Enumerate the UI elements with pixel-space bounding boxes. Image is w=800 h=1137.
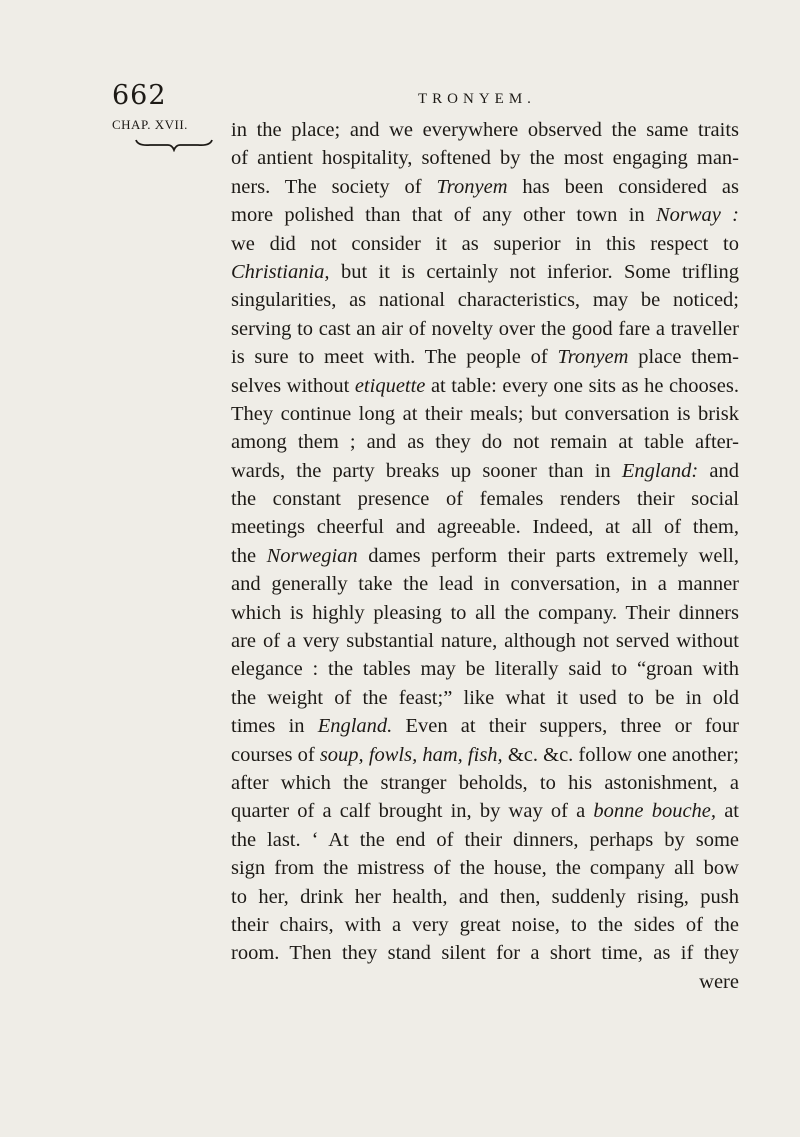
text-segment: dames perform their parts extremely well, (357, 544, 739, 567)
text-segment: elegance : the tables may be literally said to “groan with (231, 658, 739, 681)
text-segment: after which the stranger beholds, to his astonishment, a (231, 771, 739, 794)
text-line (231, 826, 739, 854)
italic-text: Christiania, (231, 260, 330, 283)
text-segment: which is highly pleasing to all the company. Their dinners (231, 601, 739, 624)
text-segment: more polished than that of any other town in (231, 204, 656, 227)
text-segment: we did not consider it as superior in this respect to (231, 232, 739, 255)
text-line (231, 428, 739, 456)
text-segment: Even at their suppers, three or four (392, 715, 739, 738)
text-segment: at (716, 800, 740, 823)
text-segment: wards, the party breaks up sooner than in (231, 459, 622, 482)
text-line (231, 400, 739, 428)
text-segment: &c. &c. follow one another; (502, 743, 739, 766)
text-segment: the last. ‘ At the end of their dinners, perhaps by some (231, 828, 739, 851)
text-segment: the constant presence of females renders their social (231, 488, 739, 511)
running-title: TRONYEM. (418, 91, 536, 107)
text-line (231, 372, 739, 400)
text-line (231, 286, 739, 314)
text-segment: times in (231, 715, 318, 738)
italic-text: Tronyem (557, 346, 629, 369)
text-segment: room. Then they stand silent for a short time, as if they (231, 942, 739, 965)
text-segment: They continue long at their meals; but conversation is brisk (231, 402, 739, 425)
text-line (231, 627, 739, 655)
text-segment: serving to cast an air of novelty over the good fare a traveller (231, 317, 739, 340)
italic-text: bonne bouche, (593, 800, 717, 823)
text-line (231, 684, 739, 712)
body-text (231, 116, 739, 996)
text-line (231, 230, 739, 258)
text-line (231, 712, 739, 740)
text-segment: but it is certainly not inferior. Some trifling (329, 260, 739, 283)
italic-text: soup, fowls, ham, fish, (319, 743, 503, 766)
text-line (231, 457, 739, 485)
italic-text: etiquette (354, 374, 426, 397)
text-line (231, 144, 739, 172)
text-segment: quarter of a calf brought in, by way of a (231, 800, 594, 823)
text-segment: courses of (231, 743, 320, 766)
chapter-label: CHAP. XVII. (112, 117, 188, 132)
text-line (231, 201, 739, 229)
text-line (231, 797, 739, 825)
text-line (231, 655, 739, 683)
text-segment: the (231, 544, 267, 567)
text-segment: sign from the mistress of the house, the company all bow (231, 857, 739, 880)
text-line (231, 542, 739, 570)
text-line (231, 769, 739, 797)
italic-text: Norwegian (266, 544, 358, 567)
text-segment: selves without (231, 374, 355, 397)
page-number: 662 (112, 80, 167, 111)
italic-text: England. (317, 715, 393, 738)
text-segment: has been considered as (507, 175, 739, 198)
text-segment: ners. The society of (231, 175, 437, 198)
italic-text: England: (621, 459, 699, 482)
text-segment: were (699, 970, 739, 993)
text-line (231, 911, 739, 939)
text-segment: is sure to meet with. The people of (231, 346, 558, 369)
text-segment: at table: every one sits as he chooses. (425, 374, 739, 397)
text-line (231, 854, 739, 882)
text-line (231, 741, 739, 769)
text-segment: place them- (628, 346, 740, 369)
text-line (231, 343, 739, 371)
brace-ornament-icon (134, 138, 214, 152)
italic-text: Norway : (655, 204, 739, 227)
text-segment: among them ; and as they do not remain at table after- (231, 431, 739, 454)
text-line (231, 315, 739, 343)
text-segment: their chairs, with a very great noise, to the sides of the (231, 913, 739, 936)
text-line (231, 883, 739, 911)
text-line (231, 570, 739, 598)
text-segment: to her, drink her health, and then, suddenly rising, push (231, 885, 739, 908)
text-segment: and (698, 459, 739, 482)
text-line (231, 599, 739, 627)
text-segment: are of a very substantial nature, although not served without (231, 630, 739, 653)
text-line (231, 968, 739, 996)
text-line (231, 939, 739, 967)
italic-text: Tronyem (436, 175, 508, 198)
text-line (231, 173, 739, 201)
text-line (231, 258, 739, 286)
text-segment: the weight of the feast;” like what it used to be in old (231, 686, 739, 709)
text-line (231, 513, 739, 541)
text-segment: in the place; and we everywhere observed the same traits (231, 119, 739, 141)
text-segment: of antient hospitality, softened by the most engaging man- (231, 147, 739, 170)
text-line (231, 485, 739, 513)
text-line (231, 116, 739, 144)
text-segment: singularities, as national characteristics, may be noticed; (231, 289, 739, 312)
text-segment: and generally take the lead in conversation, in a manner (231, 573, 739, 596)
text-segment: meetings cheerful and agreeable. Indeed, at all of them, (231, 516, 739, 539)
